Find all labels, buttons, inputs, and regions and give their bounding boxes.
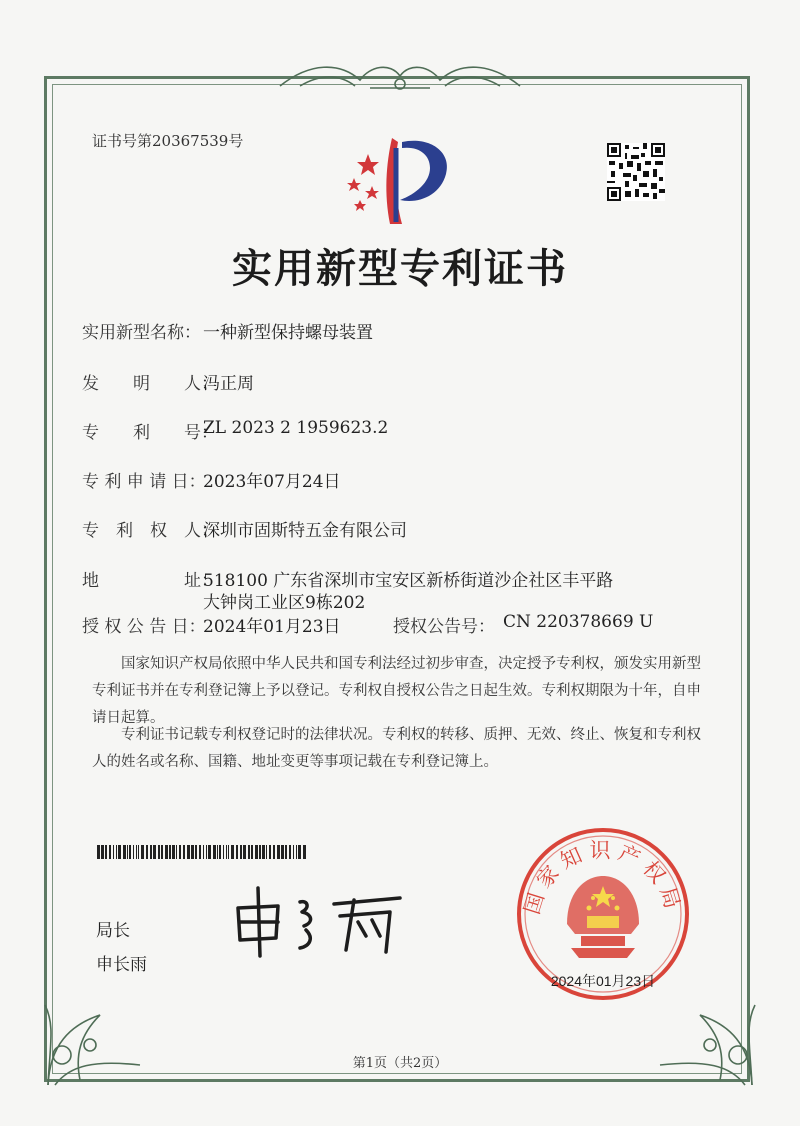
- handwritten-signature: [230, 880, 410, 960]
- barcode-bar: [281, 845, 284, 859]
- barcode-bar: [266, 845, 267, 859]
- page-number: 第1页（共2页）: [352, 1056, 448, 1071]
- barcode-bar: [285, 845, 287, 859]
- barcode-bar: [199, 845, 201, 859]
- certificate-number: 证书号第20367539号: [92, 132, 244, 150]
- grant-number-value: CN 220378669 U: [503, 612, 654, 632]
- barcode-bar: [269, 845, 271, 859]
- barcode-bar: [123, 845, 126, 859]
- barcode-bar: [251, 845, 253, 859]
- filing-date-label: 专 利 申 请 日：: [82, 472, 206, 492]
- barcode-bar: [176, 845, 177, 859]
- barcode-bar: [150, 845, 152, 859]
- svg-text:国家知识产权局: 国家知识产权局: [519, 838, 687, 918]
- grant-date-value: 2024年01月23日: [203, 617, 341, 637]
- seal-ring-text: [515, 826, 691, 1002]
- barcode-bar: [118, 845, 121, 859]
- bottom-left-ornament: [40, 985, 150, 1095]
- barcode-bar: [179, 845, 181, 859]
- barcode-bar: [136, 845, 137, 859]
- barcode-bar: [231, 845, 234, 859]
- address-label: 地 址：: [82, 571, 218, 591]
- barcode-bar: [187, 845, 190, 859]
- paragraph-1-text: 国家知识产权局依照中华人民共和国专利法经过初步审查，决定授予专利权，颁发实用新型专利证书并在专利登记簿上予以登记。专利权自授权公告之日起生效。专利权期限为十年，自申请日起算。: [92, 656, 701, 726]
- inventor-value: 冯正周: [203, 374, 254, 394]
- barcode-bar: [208, 845, 211, 859]
- barcode-bar: [109, 845, 111, 859]
- barcode-bar: [213, 845, 216, 859]
- barcode-bar: [219, 845, 221, 859]
- inventor-label: 发 明 人：: [82, 374, 218, 394]
- director-role: 局长: [96, 921, 130, 941]
- utility-model-name-label: 实用新型名称：: [82, 323, 201, 343]
- body-paragraph-1: [92, 651, 704, 732]
- barcode-bar: [259, 845, 261, 859]
- barcode-bar: [273, 845, 275, 859]
- barcode-bar: [255, 845, 258, 859]
- paragraph-2-text: 专利证书记载专利权登记时的法律状况。专利权的转移、质押、无效、终止、恢复和专利权人的姓名或名称、国籍、地址变更等事项记载在专利登记簿上。: [92, 727, 701, 770]
- barcode-bar: [226, 845, 227, 859]
- barcode-bar: [165, 845, 168, 859]
- patentee-value: 深圳市固斯特五金有限公司: [203, 521, 407, 541]
- barcode-bar: [217, 845, 218, 859]
- barcode-bar: [195, 845, 197, 859]
- barcode-bar: [161, 845, 163, 859]
- barcode-bar: [101, 845, 104, 859]
- barcode-bar: [262, 845, 265, 859]
- barcode-bar: [298, 845, 301, 859]
- barcode-bar: [240, 845, 242, 859]
- barcode-bar: [293, 845, 294, 859]
- barcode-bar: [113, 845, 114, 859]
- barcode-bar: [236, 845, 238, 859]
- cnipa-logo: [330, 134, 460, 226]
- barcode-bar: [243, 845, 246, 859]
- barcode-bar: [296, 845, 297, 859]
- patentee-label: 专 利 权 人：: [82, 521, 218, 541]
- seal-date: 2024年01月23日: [550, 973, 656, 989]
- barcode-bar: [191, 845, 194, 859]
- barcode-bar: [138, 845, 139, 859]
- barcode-bar: [289, 845, 291, 859]
- barcode-bar: [105, 845, 107, 859]
- barcode-bar: [133, 845, 134, 859]
- certificate-title: 实用新型专利证书: [232, 245, 568, 292]
- director-name: 申长雨: [96, 955, 147, 975]
- barcode-bar: [141, 845, 144, 859]
- barcode-bar: [228, 845, 229, 859]
- grant-date-label: 授 权 公 告 日：: [82, 617, 206, 637]
- barcode-bar: [183, 845, 185, 859]
- utility-model-name-value: 一种新型保持螺母装置: [203, 323, 373, 343]
- address-line-2: 大钟岗工业区9栋202: [203, 593, 366, 613]
- barcode-bar: [203, 845, 204, 859]
- barcode-bar: [127, 845, 128, 859]
- qr-code: [607, 143, 665, 201]
- barcode-bar: [116, 845, 117, 859]
- patent-number-value: ZL 2023 2 1959623.2: [203, 418, 389, 438]
- barcode-bar: [169, 845, 171, 859]
- barcode-bar: [153, 845, 156, 859]
- barcode-bar: [248, 845, 250, 859]
- address-line-1: 518100 广东省深圳市宝安区新桥街道沙企社区丰平路: [203, 571, 614, 591]
- top-ornament: [270, 56, 530, 96]
- barcode-bar: [97, 845, 100, 859]
- grant-number-label: 授权公告号：: [393, 617, 495, 637]
- barcode-bar: [146, 845, 148, 859]
- barcode-bar: [158, 845, 160, 859]
- barcode-bar: [129, 845, 131, 859]
- barcode-bar: [303, 845, 306, 859]
- barcode-bar: [172, 845, 175, 859]
- barcode-bar: [277, 845, 280, 859]
- barcode-bar: [206, 845, 207, 859]
- barcode: [97, 845, 307, 859]
- filing-date-value: 2023年07月24日: [203, 472, 341, 492]
- body-paragraph-2: [92, 722, 704, 776]
- patent-number-label: 专 利 号：: [82, 423, 218, 443]
- barcode-bar: [223, 845, 224, 859]
